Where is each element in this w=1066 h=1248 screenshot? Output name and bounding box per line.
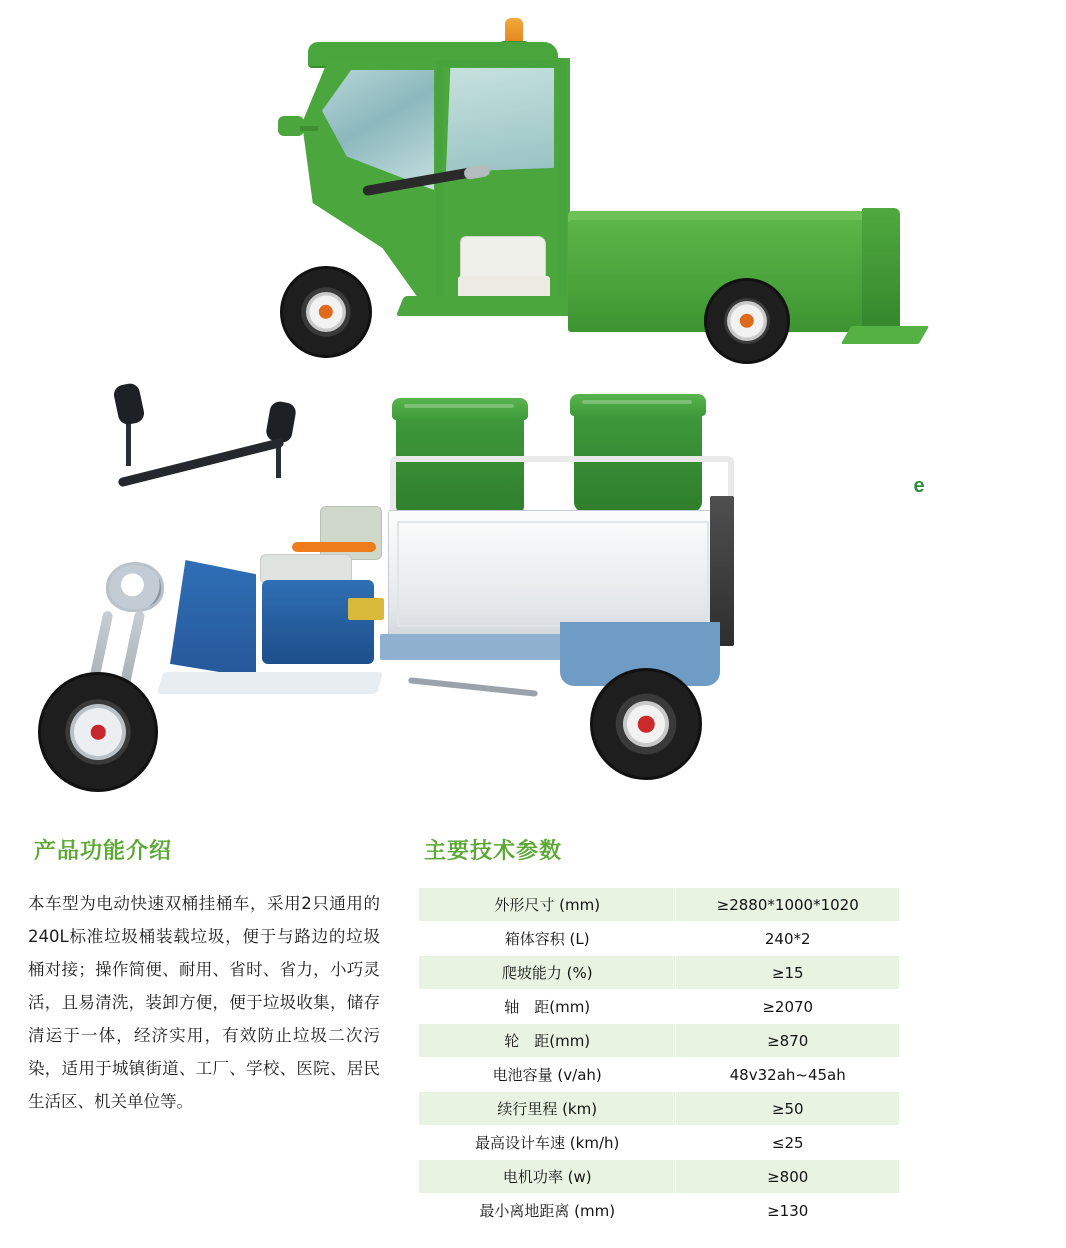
- photo-green-cab-tricycle: [250, 8, 1013, 499]
- tech-parameters-body: [419, 888, 900, 1228]
- table-row: [419, 888, 900, 922]
- spec-label: 最高设计车速 (km/h): [419, 1126, 676, 1160]
- brand-name-cn: 北京环卫: [941, 472, 1013, 492]
- brand-mark-icon: e: [904, 471, 934, 501]
- rear-wheel: [590, 668, 702, 780]
- footboard: [157, 672, 383, 694]
- spec-content: [0, 812, 936, 1248]
- spec-label: 外形尺寸 (mm): [419, 888, 676, 922]
- table-row: [419, 922, 900, 956]
- table-row: [419, 1058, 900, 1092]
- spec-label: 轮 距(mm): [419, 1024, 676, 1058]
- kickstand: [408, 677, 538, 697]
- brand-text: [941, 473, 1013, 498]
- spec-label: 轴 距(mm): [419, 990, 676, 1024]
- warning-label: [348, 598, 384, 620]
- front-wheel: [280, 266, 372, 358]
- battery-box: [262, 580, 374, 664]
- spec-value: 48v32ah~45ah: [676, 1058, 900, 1092]
- rear-wheel-hub: [623, 701, 669, 747]
- spec-label: 电机功率 (w): [419, 1160, 676, 1194]
- photo-blue-bin-tricycle: [20, 372, 780, 792]
- spec-label: 最小离地距离 (mm): [419, 1194, 676, 1228]
- rear-wheel-hub: [727, 301, 767, 341]
- rear-wheel: [704, 278, 790, 364]
- loading-ramp: [841, 326, 929, 344]
- table-row: [419, 1160, 900, 1194]
- spec-value: 240*2: [676, 922, 900, 956]
- tech-parameters-table: [418, 887, 900, 1228]
- side-mirror-right-icon: [265, 400, 298, 444]
- spec-value: ≤25: [676, 1126, 900, 1160]
- table-row: [419, 956, 900, 990]
- front-wheel-hub: [70, 704, 126, 760]
- mirror-stem-left: [126, 420, 131, 466]
- spec-value: ≥870: [676, 1024, 900, 1058]
- front-wheel: [38, 672, 158, 792]
- side-skirt: [380, 634, 580, 660]
- table-row: [419, 1092, 900, 1126]
- bin-lid-right: [570, 394, 706, 416]
- product-function-section: [28, 834, 380, 1135]
- spec-value: ≥2070: [676, 990, 900, 1024]
- bin-lid-left: [392, 398, 528, 420]
- spec-label: 续行里程 (km): [419, 1092, 676, 1126]
- grab-handle: [292, 542, 376, 552]
- tech-parameters-section: [418, 834, 900, 1228]
- product-function-description: 本车型为电动快速双桶挂桶车，采用2只通用的240L标准垃圾桶装载垃圾，便于与路边的垃圾桶对接；操作简便、耐用、省时、省力，小巧灵活，且易清洗，装卸方便，便于垃圾收集，储存清运于一体，经济实用，有效防止垃圾二次污染，适用于城镇街道、工厂、学校、医院、居民生活区、机关单位等。: [28, 894, 380, 1111]
- spec-value: ≥50: [676, 1092, 900, 1126]
- tech-parameters-title: 主要技术参数: [424, 839, 563, 864]
- front-panel: [170, 560, 256, 678]
- spec-label: 电池容量 (v/ah): [419, 1058, 676, 1092]
- table-row: [419, 990, 900, 1024]
- door-window: [446, 68, 554, 172]
- spec-value: ≥130: [676, 1194, 900, 1228]
- handlebar: [117, 438, 284, 488]
- product-function-title: 产品功能介绍: [34, 839, 173, 864]
- table-row: [419, 1194, 900, 1228]
- cargo-box-tailgate: [862, 208, 900, 336]
- cab-floor: [396, 296, 584, 316]
- brand-name-en: BEIJING HUANWEI: [941, 491, 1013, 499]
- spec-label: 箱体容积 (L): [419, 922, 676, 956]
- spec-value: ≥15: [676, 956, 900, 990]
- table-row: [419, 1126, 900, 1160]
- side-mirror-left-icon: [112, 382, 146, 427]
- cargo-box-panel: [397, 521, 709, 627]
- spec-label: 爬坡能力 (%): [419, 956, 676, 990]
- spec-value: ≥800: [676, 1160, 900, 1194]
- table-row: [419, 1024, 900, 1058]
- brand-logo: [904, 464, 1066, 508]
- side-mirror-arm: [300, 126, 318, 131]
- headlight-icon: [106, 562, 164, 612]
- front-wheel-hub: [306, 292, 346, 332]
- spec-value: ≥2880*1000*1020: [676, 888, 900, 922]
